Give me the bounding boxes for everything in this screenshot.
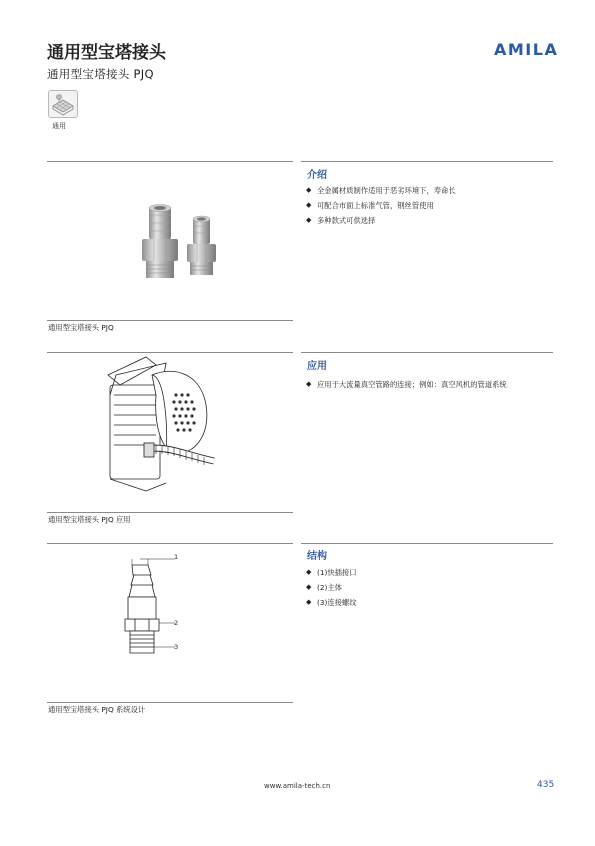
callout-3: 3 [174,643,179,651]
brand-logo: AMILA [494,40,559,59]
footer-url[interactable]: www.amila-tech.cn [264,782,331,790]
general-purpose-icon [48,90,78,118]
section-divider-right [301,543,553,544]
list-item: ◆ 可配合市面上标准气管，钢丝管使用 [306,198,456,213]
figure-caption: 通用型宝塔接头 PJQ [48,323,114,332]
intro-bullet-list [306,183,456,228]
page-number: 435 [537,780,555,790]
list-item: ◆ (3)连接螺纹 [306,595,357,610]
list-item: ◆ 多种款式可供选择 [306,213,456,228]
caption-rule [47,320,293,321]
caption-rule [47,702,293,703]
section-divider-left [47,352,293,353]
application-bullet-list [306,377,507,392]
structure-diagram [120,553,190,665]
section-heading-structure: 结构 [307,551,327,562]
section-divider-left [47,543,293,544]
section-divider-right [301,161,553,162]
section-divider-right [301,352,553,353]
caption-rule [47,512,293,513]
section-divider-left [47,161,293,162]
section-heading-application: 应用 [307,361,327,372]
figure-caption: 通用型宝塔接头 PJQ 系统设计 [48,705,146,714]
list-item: ◆ 全金属材质制作适用于恶劣环境下，寿命长 [306,183,456,198]
structure-bullet-list [306,565,357,610]
product-photo [95,175,265,305]
list-item: ◆ (1)快插接口 [306,565,357,580]
page-title: 通用型宝塔接头 [47,43,166,63]
badge-label: 通用 [52,122,66,130]
section-heading-intro: 介绍 [307,170,327,181]
list-item: ◆ 应用于大流量真空管路的连接；例如：真空风机的管道系统 [306,377,507,392]
callout-1: 1 [174,553,179,561]
page-subtitle: 通用型宝塔接头 PJQ [47,67,154,81]
figure-caption: 通用型宝塔接头 PJQ 应用 [48,515,131,524]
list-item: ◆ (2)主体 [306,580,357,595]
callout-2: 2 [174,619,179,627]
application-illustration [106,355,216,495]
